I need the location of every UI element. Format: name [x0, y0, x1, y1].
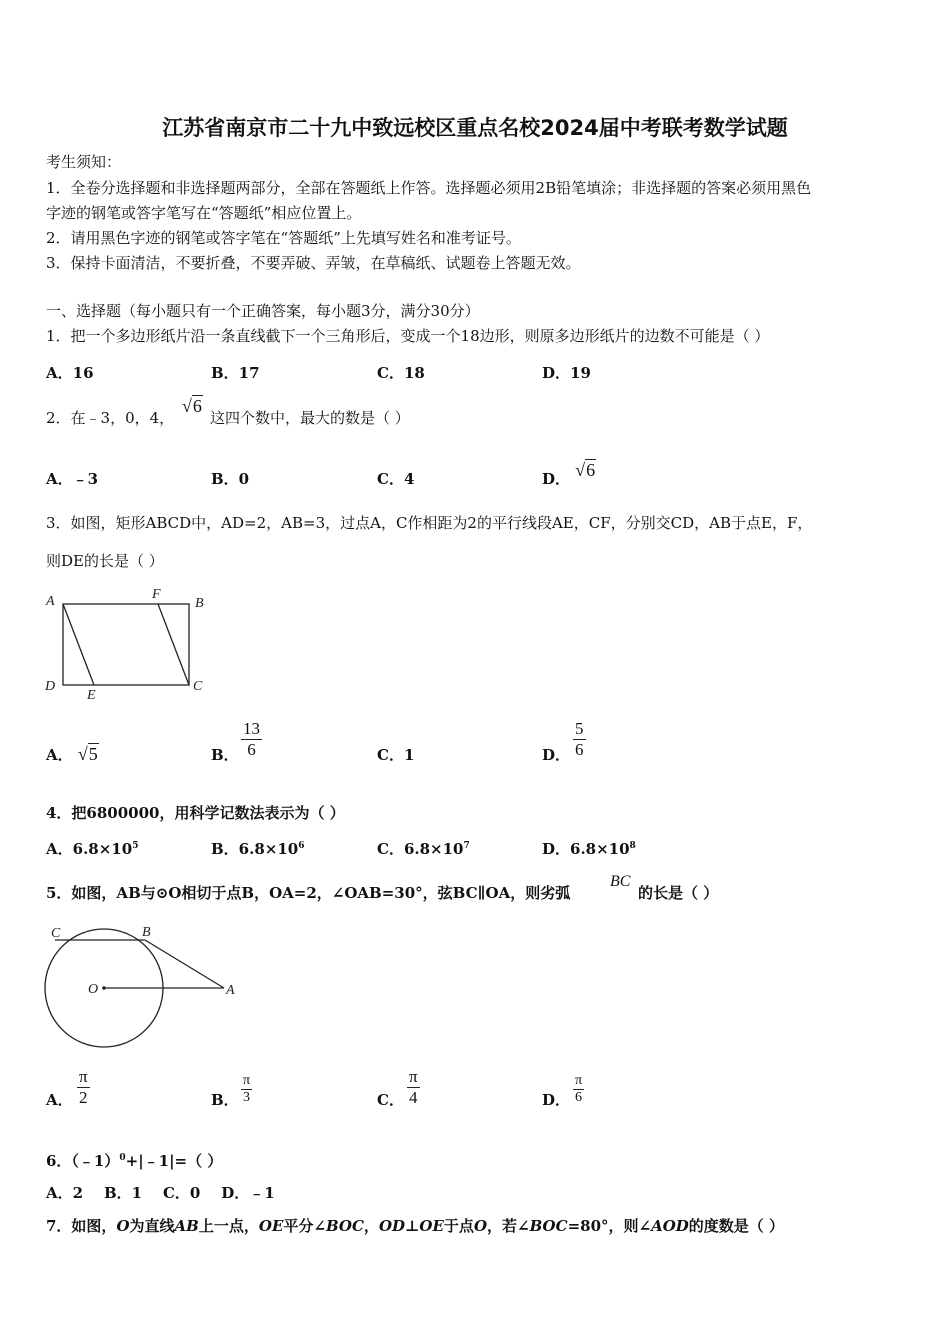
- q2-option-d-sqrt-value: 6: [586, 460, 596, 480]
- q5-option-a-fraction: [77, 1067, 90, 1108]
- q7-angle-boc-2: BOC: [529, 1217, 568, 1235]
- q4-option-b: [211, 838, 304, 859]
- q3-option-d-prefix: D．: [542, 746, 571, 764]
- q7-t7: =80°，则∠: [567, 1217, 652, 1235]
- q4-stem: 4．把6800000，用科学记数法表示为（ ）: [46, 804, 345, 822]
- q7-t6: ，若∠: [487, 1217, 530, 1235]
- q4-option-d: [542, 838, 636, 859]
- q6-exponent: 0: [119, 1153, 126, 1163]
- q5-stem-post: 的长是（ ）: [638, 884, 719, 902]
- q2-sqrt-value: 6: [192, 396, 202, 416]
- notice-line-1a: 1．全卷分选择题和非选择题两部分，全部在答题纸上作答。选择题必须用2B铅笔填涂；非选择题的答案必须用黑色: [46, 179, 812, 197]
- q2-stem-post: 这四个数中，最大的数是（ ）: [210, 409, 410, 427]
- q3-option-c: C．1: [377, 746, 415, 764]
- label-a: A: [226, 983, 235, 998]
- q2-option-c: C．4: [377, 470, 415, 488]
- label-d: D: [45, 679, 56, 694]
- q6-stem: [46, 1148, 222, 1171]
- q2-option-a: A．﹣3: [46, 470, 99, 488]
- q5-option-c-fraction: [407, 1067, 420, 1108]
- q4-option-c: [377, 838, 470, 859]
- q7-ray-oe: OE: [258, 1217, 284, 1235]
- q5-option-c-denominator: 4: [409, 1088, 418, 1107]
- tangent-ab: [145, 940, 224, 988]
- notice-line-2: 2．请用黑色字迹的钢笔或答字笔在“答题纸”上先填写姓名和准考证号。: [46, 229, 521, 247]
- q4-option-a-exponent: 5: [132, 841, 139, 851]
- q5-option-d-prefix: D．: [542, 1091, 571, 1109]
- q1-stem: 1．把一个多边形纸片沿一条直线截下一个三角形后，变成一个18边形，则原多边形纸片的边数不可能是（ ）: [46, 327, 770, 345]
- q5-option-b-fraction: [241, 1073, 252, 1106]
- segment-cf: [158, 604, 189, 685]
- q5-option-b-denominator: 3: [243, 1090, 251, 1105]
- q3-option-a-prefix: A．: [46, 746, 73, 764]
- q5-circle-figure: [42, 922, 238, 1052]
- segment-ae: [63, 604, 94, 685]
- q7-od-perp-oe: OD⊥OE: [378, 1217, 444, 1235]
- q3-option-d-denominator: 6: [575, 740, 584, 759]
- q7-t3: 平分∠: [283, 1217, 326, 1235]
- q7-angle-boc: BOC: [325, 1217, 364, 1235]
- q5-option-a-prefix: A．: [46, 1091, 73, 1109]
- q3-option-b-numerator: 13: [243, 719, 260, 738]
- notice-heading: 考生须知：: [46, 153, 122, 171]
- q3-stem-line-2: 则DE的长是（ ）: [46, 552, 164, 570]
- q3-option-d-numerator: 5: [575, 719, 584, 738]
- q5-option-b-prefix: B．: [211, 1091, 239, 1109]
- q5-stem-pre: 5．如图，AB与⊙O相切于点B，OA=2，∠OAB=30°，弦BC∥OA，则劣弧: [46, 884, 571, 902]
- q7-angle-aod: AOD: [651, 1217, 689, 1235]
- q5-option-d-numerator: π: [575, 1073, 583, 1088]
- q2-option-d-prefix: D．: [542, 470, 571, 488]
- q2-option-b: B．0: [211, 470, 250, 488]
- label-c: C: [193, 679, 203, 694]
- rectangle-abcd: [63, 604, 189, 685]
- q4-option-c-base: C．6.8×10: [377, 840, 464, 858]
- q5-option-c-prefix: C．: [377, 1091, 404, 1109]
- q7-t4: ，: [363, 1217, 379, 1235]
- label-o: O: [88, 982, 99, 997]
- label-c: C: [51, 926, 61, 941]
- q2-option-d: [542, 460, 596, 489]
- label-f: F: [152, 587, 161, 602]
- q7-t8: 的度数是（ ）: [688, 1217, 785, 1235]
- q3-option-b-fraction: [241, 719, 262, 760]
- notice-line-3: 3．保持卡面清洁，不要折叠，不要弄破、弄皱，在草稿纸、试题卷上答题无效。: [46, 254, 581, 272]
- q3-option-b-prefix: B．: [211, 746, 239, 764]
- q3-stem-line-1: 3．如图，矩形ABCD中，AD=2，AB=3，过点A，C作相距为2的平行线段AE，CF，分别交CD，AB于点E，F，: [46, 514, 813, 532]
- q4-option-b-base: B．6.8×10: [211, 840, 299, 858]
- q4-option-a: [46, 838, 138, 859]
- q3-option-b-denominator: 6: [247, 740, 256, 759]
- q4-option-d-base: D．6.8×10: [542, 840, 630, 858]
- q5-option-c-numerator: π: [409, 1067, 418, 1086]
- q7-point-o-2: O: [473, 1217, 488, 1235]
- q5-option-d-denominator: 6: [575, 1090, 583, 1105]
- q3-option-a: [46, 744, 99, 765]
- q7-stem: [46, 1216, 784, 1236]
- q1-option-d: D．19: [542, 364, 591, 382]
- q4-option-b-exponent: 6: [298, 841, 305, 851]
- label-b: B: [195, 596, 204, 611]
- q4-option-d-exponent: 8: [629, 841, 636, 851]
- q5-option-a-denominator: 2: [79, 1088, 88, 1107]
- q1-option-c: C．18: [377, 364, 425, 382]
- q7-t5: 于点: [443, 1217, 474, 1235]
- q5-arc-bc: BC: [610, 873, 631, 890]
- q1-option-a: A．16: [46, 364, 94, 382]
- label-a: A: [46, 594, 55, 609]
- q6-stem-pre: 6．（﹣1）: [46, 1152, 120, 1170]
- q6-stem-post: +|﹣1|=（ ）: [125, 1152, 223, 1170]
- q7-n: 7．如图，: [46, 1217, 117, 1235]
- label-e: E: [87, 688, 96, 703]
- q2-stem-pre: 2．在﹣3，0，4，: [46, 409, 175, 427]
- page-title: 江苏省南京市二十九中致远校区重点名校2024届中考联考数学试题: [162, 116, 788, 140]
- center-point-o: [102, 986, 106, 990]
- q3-option-a-sqrt: √5: [77, 744, 98, 764]
- q2-option-d-sqrt: √6: [575, 460, 596, 480]
- label-b: B: [142, 925, 151, 940]
- q4-option-a-base: A．6.8×10: [46, 840, 133, 858]
- q7-point-o: O: [116, 1217, 130, 1235]
- q3-rectangle-figure: [42, 585, 214, 703]
- q5-option-d-fraction: [573, 1073, 584, 1106]
- section-heading: 一、选择题（每小题只有一个正确答案，每小题3分，满分30分）: [46, 302, 480, 320]
- q4-option-c-exponent: 7: [463, 841, 470, 851]
- q5-option-a-numerator: π: [79, 1067, 88, 1086]
- q3-option-a-sqrt-value: 5: [88, 744, 98, 764]
- q2-sqrt: √6: [182, 396, 202, 416]
- q3-option-d-fraction: [573, 719, 586, 760]
- notice-line-1b: 字迹的钢笔或答字笔写在“答题纸”相应位置上。: [46, 204, 362, 222]
- q7-line-ab: AB: [174, 1217, 199, 1235]
- q7-t2: 上一点，: [198, 1217, 259, 1235]
- q5-option-b-numerator: π: [243, 1073, 251, 1088]
- q1-option-b: B．17: [211, 364, 260, 382]
- q7-t1: 为直线: [129, 1217, 175, 1235]
- q6-options: A．2 B．1 C．0 D．﹣1: [46, 1184, 275, 1202]
